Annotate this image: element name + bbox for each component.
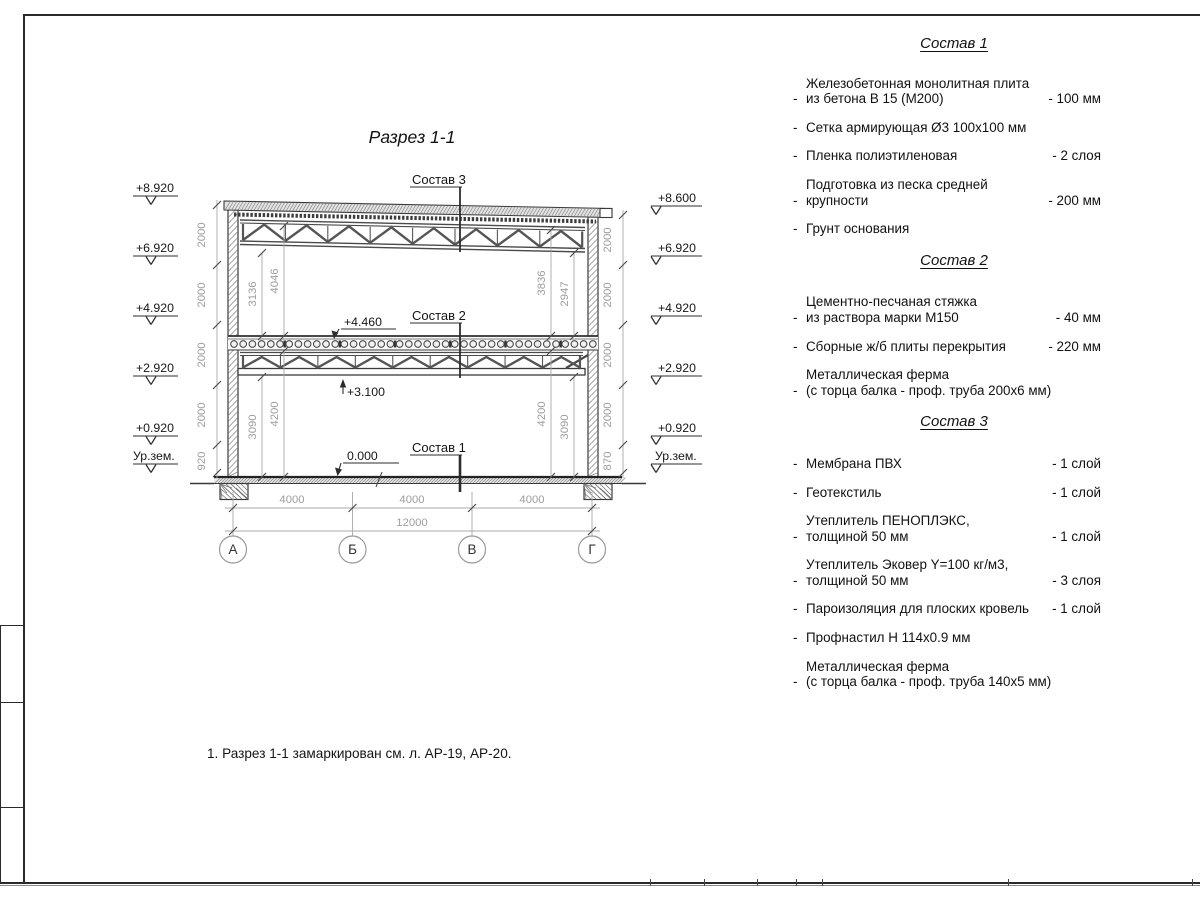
spec-item-text: Утеплитель Эковер Y=100 кг/м3, толщиной 50 мм	[806, 557, 1009, 588]
spec-heading: Состав 2	[920, 251, 988, 269]
bullet-dash: -	[793, 338, 798, 354]
bullet-dash: -	[793, 91, 798, 107]
spec-item-value: - 1 слой	[1052, 455, 1101, 471]
right-chain-dim: 2000	[602, 282, 614, 308]
spec-item-value: - 3 слоя	[1052, 572, 1101, 588]
elevation-right: +6.920	[658, 241, 696, 255]
spec-section	[793, 253, 1115, 399]
right-chain-dim: 2000	[602, 342, 614, 368]
axis-bubbles	[220, 536, 606, 563]
dim-4000-2: 4000	[399, 494, 425, 506]
spec-item	[793, 367, 1115, 398]
spec-heading: Состав 3	[920, 413, 988, 431]
spec-item-value: - 1 слой	[1052, 528, 1101, 544]
elevation-right: Ур.зем.	[655, 449, 697, 463]
leader-label-sostav2: Состав 2	[412, 308, 466, 323]
roof-truss	[240, 220, 585, 252]
spec-item	[793, 557, 1115, 588]
inner-dim: 3090	[559, 414, 571, 440]
spec-item	[793, 339, 1115, 355]
bullet-dash: -	[793, 148, 798, 164]
elevation-right: +4.920	[658, 301, 696, 315]
spec-item-value: - 220 мм	[1048, 338, 1101, 354]
stamp-tick	[1008, 879, 1009, 886]
elevation-right: +0.920	[658, 421, 696, 435]
spec-item	[793, 148, 1115, 164]
level-mark-mid-bottom: +3.100	[347, 385, 385, 399]
stamp-tick	[757, 879, 758, 886]
spec-item-text: Сетка армирующая Ø3 100х100 мм	[806, 119, 1027, 135]
frame-margin-div-2	[0, 702, 23, 703]
bullet-dash: -	[793, 601, 798, 617]
spec-item-text: Металлическая ферма (с торца балка - проф. труба 200х6 мм)	[806, 367, 1052, 398]
spec-lists	[793, 36, 1115, 703]
spec-item	[793, 630, 1115, 646]
inner-dim: 4200	[536, 401, 548, 427]
floor-truss	[238, 353, 588, 376]
spec-item	[793, 659, 1115, 690]
spec-item	[793, 485, 1115, 501]
left-chain-dim: 2000	[196, 342, 208, 368]
spec-item-text: Металлическая ферма (с торца балка - проф. труба 140х5 мм)	[806, 658, 1052, 690]
right-chain-dim: 870	[602, 451, 614, 471]
level-mark-floor: 0.000	[347, 449, 378, 463]
spec-item	[793, 120, 1115, 136]
level-mark-mid-top: +4.460	[344, 315, 382, 329]
spec-item-text: Пароизоляция для плоских кровель	[806, 601, 1029, 617]
elevation-left: +4.920	[136, 301, 174, 315]
spec-item-value: - 1 слой	[1052, 484, 1101, 500]
spec-item-text: Утеплитель ПЕНОПЛЭКС, толщиной 50 мм	[806, 513, 970, 544]
spec-item-text: Цементно-песчаная стяжка из раствора марки М150	[806, 294, 977, 325]
bullet-dash: -	[793, 528, 798, 544]
inner-dim: 3136	[247, 281, 259, 307]
frame-bottom-line-2	[0, 885, 1200, 886]
drawing-title: Разрез 1-1	[368, 127, 456, 147]
spec-item-text: Сборные ж/б плиты перекрытия	[806, 338, 1006, 354]
right-chain-dim: 2000	[602, 227, 614, 253]
dim-4000-1: 4000	[279, 494, 305, 506]
bullet-dash: -	[793, 119, 798, 135]
spec-item-text: Грунт основания	[806, 221, 910, 237]
elevation-right: +2.920	[658, 361, 696, 375]
elevation-left: Ур.зем.	[133, 449, 175, 463]
left-chain-dim: 2000	[196, 282, 208, 308]
stamp-tick	[704, 879, 705, 886]
spec-item	[793, 513, 1115, 544]
frame-bottom-line	[0, 882, 1200, 884]
spec-item-value: - 2 слоя	[1052, 148, 1101, 164]
spec-item	[793, 294, 1115, 325]
dim-12000: 12000	[396, 517, 428, 529]
inner-dim: 2947	[559, 281, 571, 307]
axis-label-b: Б	[348, 542, 357, 557]
left-chain-dim: 2000	[196, 222, 208, 248]
spec-item-value: - 200 мм	[1048, 192, 1101, 208]
spec-heading: Состав 1	[920, 35, 988, 52]
bullet-dash: -	[793, 382, 798, 398]
spec-item-value: - 100 мм	[1048, 91, 1101, 107]
elevation-left: +6.920	[136, 241, 174, 255]
bullet-dash: -	[793, 221, 798, 237]
spec-item-text: Подготовка из песка средней крупности	[806, 176, 988, 208]
bullet-dash: -	[793, 192, 798, 208]
spec-item-text: Пленка полиэтиленовая	[806, 148, 958, 164]
elevation-right: +8.600	[658, 191, 696, 205]
roof-edge-cap	[600, 209, 612, 218]
bullet-dash: -	[793, 630, 798, 646]
roof-assembly	[224, 201, 612, 222]
axis-label-g: Г	[588, 542, 596, 557]
spec-item	[793, 221, 1115, 237]
floor-slab	[228, 336, 598, 350]
inner-dim: 4046	[269, 268, 281, 294]
spec-section	[793, 414, 1115, 690]
spec-section	[793, 36, 1115, 237]
axis-label-v: В	[467, 542, 477, 557]
bullet-dash: -	[793, 455, 798, 471]
bullet-dash: -	[793, 674, 798, 690]
stamp-tick	[796, 879, 797, 886]
spec-item	[793, 177, 1115, 208]
stamp-tick	[1192, 879, 1193, 886]
dim-4000-3: 4000	[519, 494, 545, 506]
spec-item-text: Профнастил Н 114х0.9 мм	[806, 630, 971, 646]
spec-item-value: - 40 мм	[1055, 309, 1101, 325]
note: 1. Разрез 1-1 замаркирован см. л. АР-19, АР-20.	[207, 746, 512, 761]
stamp-tick	[650, 879, 651, 886]
bullet-dash: -	[793, 572, 798, 588]
frame-margin-div-3	[0, 807, 23, 808]
spec-item-text: Геотекстиль	[806, 484, 882, 500]
axis-label-a: А	[228, 542, 238, 557]
spec-item-text: Железобетонная монолитная плита из бетона В 15 (М200)	[806, 75, 1030, 107]
frame-margin-left-edge	[0, 625, 1, 883]
leader-label-sostav3: Состав 3	[412, 172, 466, 187]
inner-dim: 3836	[536, 270, 548, 296]
leader-label-sostav1: Состав 1	[412, 440, 466, 455]
bullet-dash: -	[793, 484, 798, 500]
inner-dim: 3090	[247, 414, 259, 440]
stamp-tick	[822, 879, 823, 886]
elevation-left: +8.920	[136, 181, 174, 195]
right-chain-dim: 2000	[602, 402, 614, 428]
left-chain-dim: 2000	[196, 402, 208, 428]
bullet-dash: -	[793, 309, 798, 325]
spec-item-value: - 1 слой	[1052, 601, 1101, 617]
inner-dim: 4200	[269, 401, 281, 427]
section-drawing	[0, 0, 760, 600]
spec-item	[793, 76, 1115, 107]
left-chain-dim: 920	[196, 451, 208, 471]
frame-margin-div-1	[0, 625, 23, 626]
spec-item	[793, 456, 1115, 472]
elevation-markers	[133, 196, 702, 473]
spec-item-text: Мембрана ПВХ	[806, 455, 902, 471]
spec-item	[793, 601, 1115, 617]
elevation-left: +2.920	[136, 361, 174, 375]
elevation-left: +0.920	[136, 421, 174, 435]
